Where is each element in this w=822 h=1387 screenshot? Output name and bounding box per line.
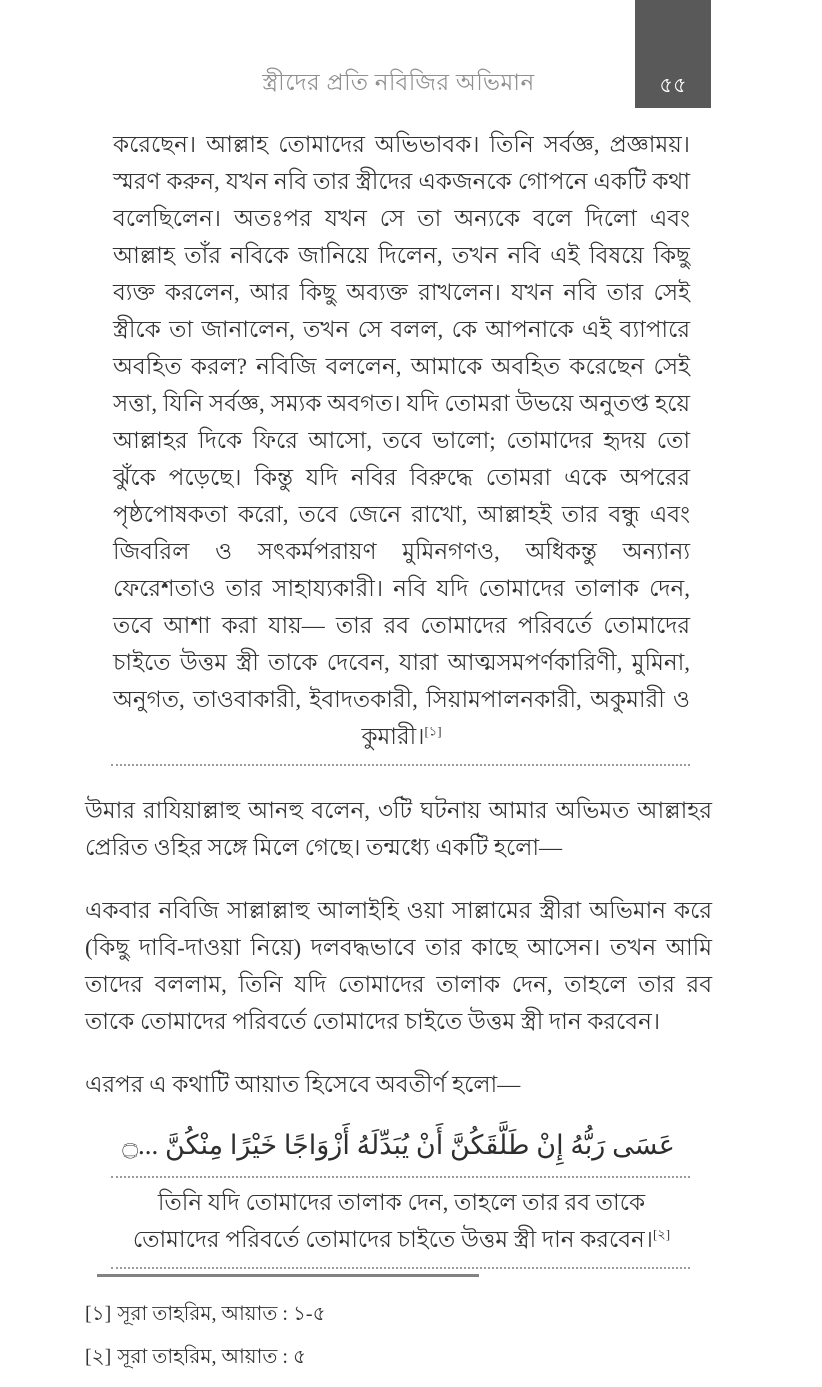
page-number-badge — [635, 0, 711, 108]
quran-translation-quote — [113, 126, 690, 755]
dotted-separator — [111, 764, 690, 766]
dotted-separator — [111, 1267, 690, 1269]
footnote-marker: [১] — [85, 1303, 112, 1325]
footnote-ref-2: [২] — [652, 1226, 671, 1242]
footnote-marker: [২] — [85, 1346, 112, 1368]
dotted-separator — [111, 1176, 690, 1178]
page-number: ৫৫ — [659, 73, 687, 97]
body-paragraph-revelation-intro: এরপর এ কথাটি আয়াত হিসেবে অবতীর্ণ হলো— — [85, 1072, 521, 1097]
footnote-text: সূরা তাহরিম, আয়াত : ৫ — [117, 1346, 306, 1368]
quote-text: করেছেন। আল্লাহ তোমাদের অভিভাবক। তিনি সর্বজ্ঞ, প্রজ্ঞাময়। স্মরণ করুন, যখন নবি তার স্ত্রীদের একজনকে গোপনে একটি কথা বলেছিলেন। অতঃপর যখন সে তা অন্যকে বলে দিলো এবং আল্লাহ তাঁর নবিকে জানিয়ে দিলেন, তখন নবি এই বিষয়ে কিছু ব্যক্ত করলেন, আর কিছু অব্যক্ত রাখলেন। যখন নবি তার সেই স্ত্রীকে তা জানালেন, তখন সে বলল, কে আপনাকে এই ব্যাপারে অবহিত করল? নবিজি বললেন, আমাকে অবহিত করেছেন সেই সত্তা, যিনি সর্বজ্ঞ, সম্যক অবগত। যদি তোমরা উভয়ে অনুতপ্ত হয়ে আল্লাহর দিকে ফিরে আসো, তবে ভালো; তোমাদের হৃদয় তো ঝুঁকে পড়েছে। কিন্তু যদি নবির বিরুদ্ধে তোমরা একে অপরের পৃষ্ঠপোষকতা করো, তবে জেনে রাখো, আল্লাহই তার বন্ধু এবং জিবরিল ও সৎকর্মপরায়ণ মুমিনগণও, অধিকন্তু অন্যান্য ফেরেশতাও তার সাহায্যকারী। নবি যদি তোমাদের তালাক দেন, তবে আশা করা যায়— তার রব তোমাদের পরিবর্তে তোমাদের চাইতে উত্তম স্ত্রী তাকে দেবেন, যারা আত্মসমপর্ণকারিণী, মুমিনা, অনুগত, তাওবাকারী, ইবাদতকারী, সিয়ামপালনকারী, অকুমারী ও কুমারী। — [113, 132, 690, 749]
body-paragraph-incident: একবার নবিজি সাল্লাল্লাহু আলাইহি ওয়া সাল্লামের স্ত্রীরা অভিমান করে (কিছু দাবি-দাওয়া নিয়ে) দলবদ্ধভাবে তার কাছে আসেন। তখন আমি তাদের বললাম, তিনি যদি তোমাদের তালাক দেন, তাহলে তার রব তাকে তোমাদের পরিবর্তে তোমাদের চাইতে উত্তম স্ত্রী দান করবেন। — [85, 898, 712, 1034]
arabic-verse: عَسَى رَبُّهُ إِنْ طَلَّقَكُنَّ أَنْ يُبَدِّلَهُ أَزْوَاجًا خَيْرًا مِنْكُنَّ ...۝ — [122, 1130, 675, 1160]
footnote-item — [85, 1301, 712, 1327]
footnote-text: সূরা তাহরিম, আয়াত : ১-৫ — [117, 1303, 326, 1325]
verse-translation-quote — [113, 1184, 690, 1258]
footnote-rule — [97, 1274, 479, 1277]
footnotes-section — [85, 1301, 712, 1370]
body-paragraph-umar: উমার রাযিয়াল্লাহু আনহু বলেন, ৩টি ঘটনায় আমার অভিমত আল্লাহর প্রেরিত ওহির সঙ্গে মিলে গেছে। তন্মধ্যে একটি হলো— — [85, 798, 712, 860]
footnote-item — [85, 1344, 712, 1370]
footnote-ref-1: [১] — [424, 723, 442, 739]
chapter-title: স্ত্রীদের প্রতি নবিজির অভিমান — [262, 70, 535, 95]
quote-text: তিনি যদি তোমাদের তালাক দেন, তাহলে তার রব তাকে তোমাদের পরিবর্তে তোমাদের চাইতে উত্তম স্ত্রী দান করবেন। — [132, 1190, 653, 1252]
page-content — [85, 126, 712, 1387]
